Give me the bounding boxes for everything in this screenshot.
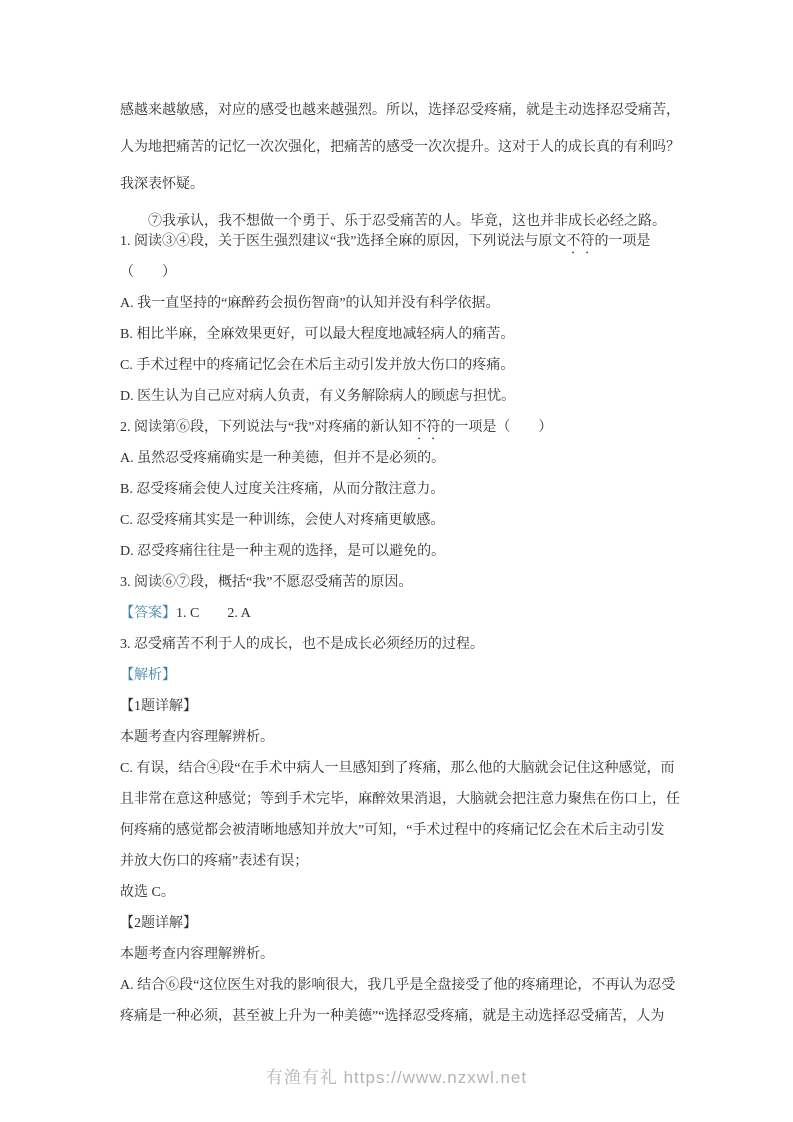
question-1-option-d: D. 医生认为自己应对病人负责，有义务解除病人的顾虑与担忧。 xyxy=(120,389,516,404)
questions-and-answers-section xyxy=(120,226,680,1032)
analysis-line: 疼痛是一种必须，甚至被上升为一种美德”“选择忍受疼痛，就是主动选择忍受痛苦，人为 xyxy=(120,1009,665,1024)
analysis-line: 并放大伤口的疼痛”表述有误； xyxy=(120,854,309,869)
passage-paragraph-7: ⑦我承认，我不想做一个勇于、乐于忍受痛苦的人。毕竟，这也并非成长必经之路。 xyxy=(148,214,666,229)
answer-section-label: 【答案】 xyxy=(120,606,176,621)
passage-line: 人为地把痛苦的记忆一次次强化，把痛苦的感受一次次提升。这对于人的成长真的有利吗？ xyxy=(120,140,680,155)
analysis-line: 何疼痛的感觉都会被清晰地感知并放大”可知，“手术过程中的疼痛记忆会在术后主动引发 xyxy=(120,823,665,838)
passage-line: 感越来越敏感，对应的感受也越来越强烈。所以，选择忍受疼痛，就是主动选择忍受痛苦， xyxy=(120,103,680,118)
analysis-q1-title: 【1题详解】 xyxy=(120,699,197,714)
question-2-stem-text: 2. 阅读第⑥段，下列说法与“我”对疼痛的新认知 xyxy=(120,420,413,435)
emphasized-text: 不符 xyxy=(566,234,595,249)
passage-section xyxy=(120,92,680,240)
answer-line xyxy=(120,598,680,629)
passage-line: 我深表怀疑。 xyxy=(120,177,204,192)
question-2-option-d: D. 忍受疼痛往往是一种主观的选择，是可以避免的。 xyxy=(120,544,446,559)
question-2-stem xyxy=(120,412,680,443)
answer-choices: 1. C 2. A xyxy=(176,606,251,621)
question-1-option-b: B. 相比半麻，全麻效果更好，可以最大程度地减轻病人的痛苦。 xyxy=(120,327,515,342)
question-1-answer-blank: （ ） xyxy=(120,265,176,280)
analysis-conclusion: 故选 C。 xyxy=(120,885,175,900)
answer-q3-text: 3. 忍受痛苦不利于人的成长，也不是成长必须经历的过程。 xyxy=(120,637,484,652)
question-1-stem-tail: 的一项是 xyxy=(594,234,651,249)
question-2-option-c: C. 忍受疼痛其实是一种训练，会使人对疼痛更敏感。 xyxy=(120,513,445,528)
emphasized-text: 不符 xyxy=(412,420,441,435)
analysis-line: 本题考查内容理解辨析。 xyxy=(120,947,274,962)
watermark-text: 有渔有礼 https://www.nzxwl.net xyxy=(265,1068,528,1087)
analysis-section-label: 【解析】 xyxy=(120,668,176,683)
watermark-footer xyxy=(0,1063,793,1088)
document-content xyxy=(120,92,680,1032)
question-3-stem: 3. 阅读⑥⑦段，概括“我”不愿忍受痛苦的原因。 xyxy=(120,575,413,590)
question-1-stem xyxy=(120,226,680,257)
question-1-option-c: C. 手术过程中的疼痛记忆会在术后主动引发并放大伤口的疼痛。 xyxy=(120,358,515,373)
analysis-q2-title: 【2题详解】 xyxy=(120,916,197,931)
question-2-option-b: B. 忍受疼痛会使人过度关注疼痛，从而分散注意力。 xyxy=(120,482,445,497)
question-2-option-a: A. 虽然忍受疼痛确实是一种美德，但并不是必须的。 xyxy=(120,451,446,466)
analysis-line: 且非常在意这种感觉；等到手术完毕，麻醉效果消退，大脑就会把注意力聚焦在伤口上，任 xyxy=(120,792,680,807)
analysis-line: A. 结合⑥段“这位医生对我的影响很大，我几乎是全盘接受了他的疼痛理论，不再认为忍受 xyxy=(120,978,676,993)
question-2-stem-tail: 的一项是（ ） xyxy=(440,420,553,435)
question-1-option-a: A. 我一直坚持的“麻醉药会损伤智商”的认知并没有科学依据。 xyxy=(120,296,500,311)
question-1-stem-text: 1. 阅读③④段，关于医生强烈建议“我”选择全麻的原因，下列说法与原文 xyxy=(120,234,567,249)
analysis-line: 本题考查内容理解辨析。 xyxy=(120,730,274,745)
analysis-line: C. 有误，结合④段“在手术中病人一旦感知到了疼痛，那么他的大脑就会记住这种感觉，而 xyxy=(120,761,675,776)
